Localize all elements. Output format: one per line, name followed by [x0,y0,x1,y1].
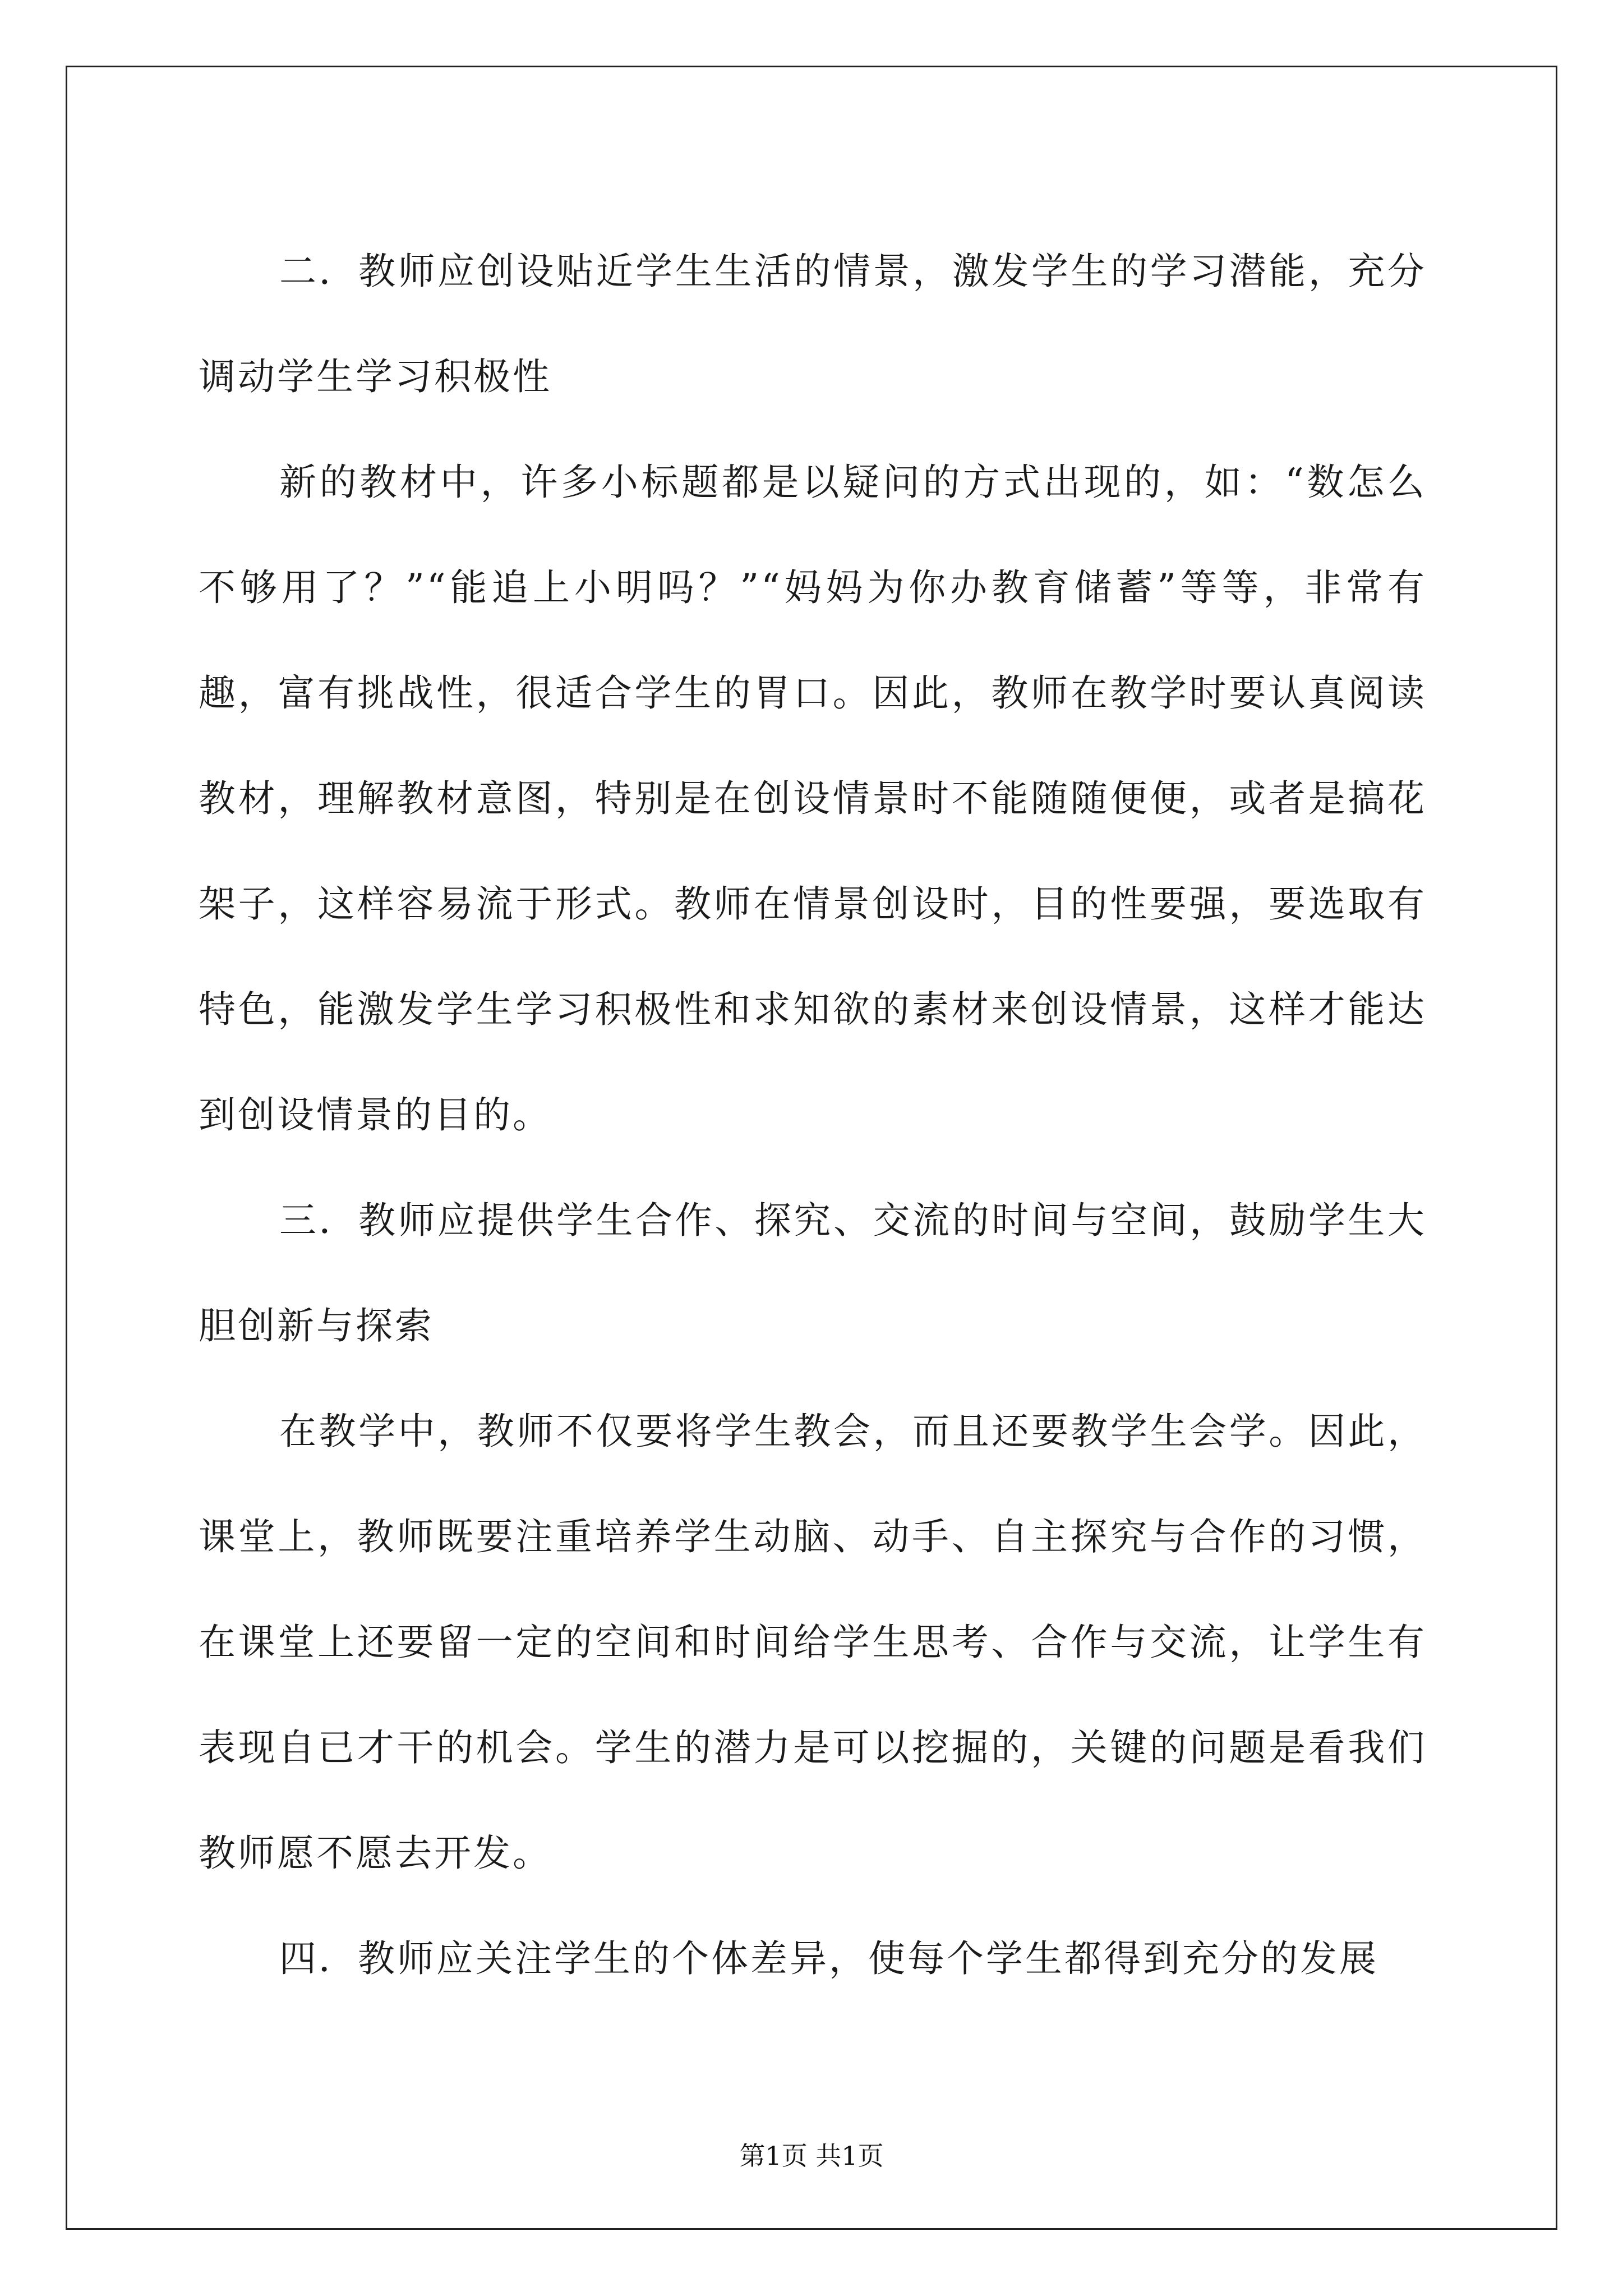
heading-section-three: 三．教师应提供学生合作、探究、交流的时间与空间，鼓励学生大胆创新与探索 [199,1199,1427,1347]
paragraph-body-1: 新的教材中，许多小标题都是以疑问的方式出现的，如：“数怎么不够用了？”“能追上小明吗？”“妈妈为你办教育储蓄”等等，非常有趣，富有挑战性，很适合学生的胃口。因此，教师在教学时要认真阅读教材，理解教材意图，特别是在创设情景时不能随随便便，或者是搞花架子，这样容易流于形式。教师在情景创设时，目的性要强，要选取有特色，能激发学生学习积极性和求知欲的素材来创设情景，这样才能达到创设情景的目的。 [199,461,1427,1137]
heading-section-two: 二．教师应创设贴近学生生活的情景，激发学生的学习潜能，充分调动学生学习积极性 [199,250,1427,398]
document-body [199,219,1427,2012]
paragraph-body-2: 在教学中，教师不仅要将学生教会，而且还要教学生会学。因此，课堂上，教师既要注重培养学生动脑、动手、自主探究与合作的习惯，在课堂上还要留一定的空间和时间给学生思考、合作与交流，让学生有表现自已才干的机会。学生的潜力是可以挖掘的，关键的问题是看我们教师愿不愿去开发。 [199,1410,1427,1875]
heading-section-four: 四．教师应关注学生的个体差异，使每个学生都得到充分的发展 [279,1937,1378,1980]
page-footer: 第1页 共1页 [739,2141,884,2171]
